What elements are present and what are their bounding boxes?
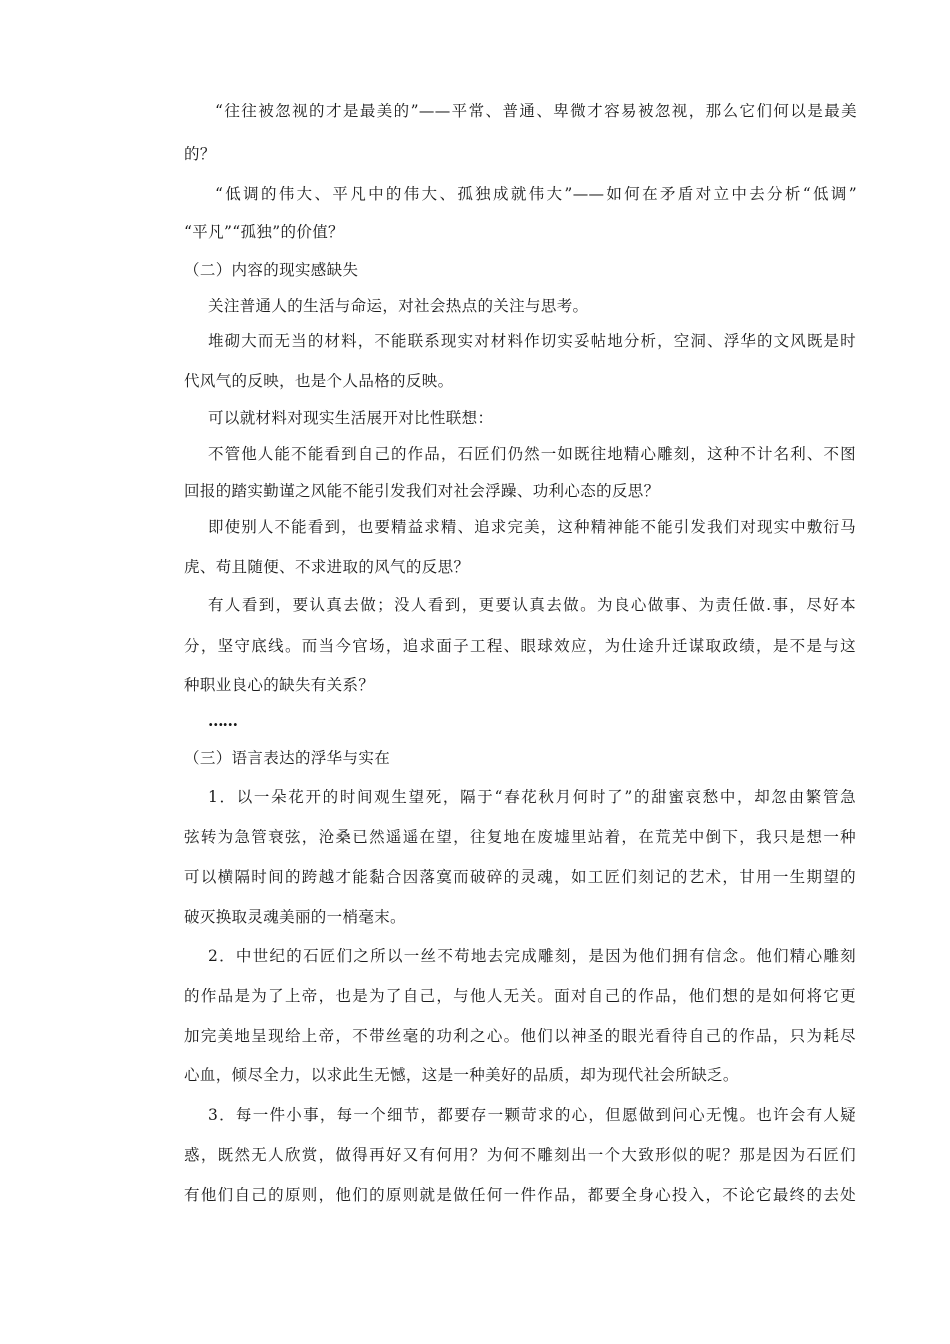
paragraph-line: 回报的踏实勤谨之风能不能引发我们对社会浮躁、功利心态的反思？ [184,482,660,500]
paragraph-line: “低调的伟大、平凡中的伟大、孤独成就伟大”——如何在矛盾对立中去分析“低调” [215,185,857,203]
paragraph-line: 堆砌大而无当的材料，不能联系现实对材料作切实妥帖地分析，空洞、浮华的文风既是时 [208,332,856,350]
paragraph-line: “平凡”“孤独”的价值？ [184,223,344,241]
paragraph-line: 不管他人能不能看到自己的作品，石匠们仍然一如既往地精心雕刻，这种不计名利、不图 [208,445,856,463]
paragraph-line: 3．每一件小事，每一个细节，都要存一颗苛求的心，但愿做到问心无愧。也许会有人疑 [208,1106,856,1124]
paragraph-line: 可以横隔时间的跨越才能黏合因落寞而破碎的灵魂，如工匠们刻记的艺术，甘用一生期望的 [184,868,856,886]
paragraph-line: 分，坚守底线。而当今官场，追求面子工程、眼球效应，为仕途升迁谋取政绩，是不是与这 [184,637,856,655]
section-heading: （二）内容的现实感缺失 [184,261,359,279]
paragraph-line: 惑，既然无人欣赏，做得再好又有何用？为何不雕刻出一个大致形似的呢？那是因为石匠们 [184,1146,856,1164]
paragraph-line: 种职业良心的缺失有关系？ [184,676,375,694]
paragraph-line: 的？ [184,145,216,163]
paragraph-line: “往往被忽视的才是最美的”——平常、普通、卑微才容易被忽视，那么它们何以是最美 [215,102,857,120]
paragraph-line: 的作品是为了上帝，也是为了自己，与他人无关。面对自己的作品，他们想的是如何将它更 [184,987,856,1005]
paragraph-line: 弦转为急管衰弦，沧桑已然遥遥在望，往复地在废墟里站着，在荒芜中倒下，我只是想一种 [184,828,856,846]
paragraph-line: 代风气的反映，也是个人品格的反映。 [184,372,454,390]
paragraph-line: 有人看到，要认真去做；没人看到，更要认真去做。为良心做事、为责任做.事，尽好本 [208,596,856,614]
paragraph-line: 虎、苟且随便、不求进取的风气的反思？ [184,558,470,576]
paragraph-line: 2．中世纪的石匠们之所以一丝不苟地去完成雕刻，是因为他们拥有信念。他们精心雕刻 [208,947,856,965]
paragraph-line: 加完美地呈现给上帝，不带丝毫的功利之心。他们以神圣的眼光看待自己的作品，只为耗尽 [184,1027,856,1045]
paragraph-line: 可以就材料对现实生活展开对比性联想： [208,409,494,427]
ellipsis: …… [208,711,237,730]
paragraph-line: 破灭换取灵魂美丽的一梢毫末。 [184,908,406,926]
section-heading: （三）语言表达的浮华与实在 [184,749,391,767]
paragraph-line: 心血，倾尽全力，以求此生无憾，这是一种美好的品质，却为现代社会所缺乏。 [184,1066,739,1084]
paragraph-line: 有他们自己的原则，他们的原则就是做任何一件作品，都要全身心投入，不论它最终的去处 [184,1186,856,1204]
paragraph-line: 1．以一朵花开的时间观生望死，隔于“春花秋月何时了”的甜蜜哀愁中，却忽由繁管急 [208,788,856,806]
paragraph-line: 即使别人不能看到，也要精益求精、追求完美，这种精神能不能引发我们对现实中敷衍马 [208,518,856,536]
paragraph-line: 关注普通人的生活与命运，对社会热点的关注与思考。 [208,297,589,315]
